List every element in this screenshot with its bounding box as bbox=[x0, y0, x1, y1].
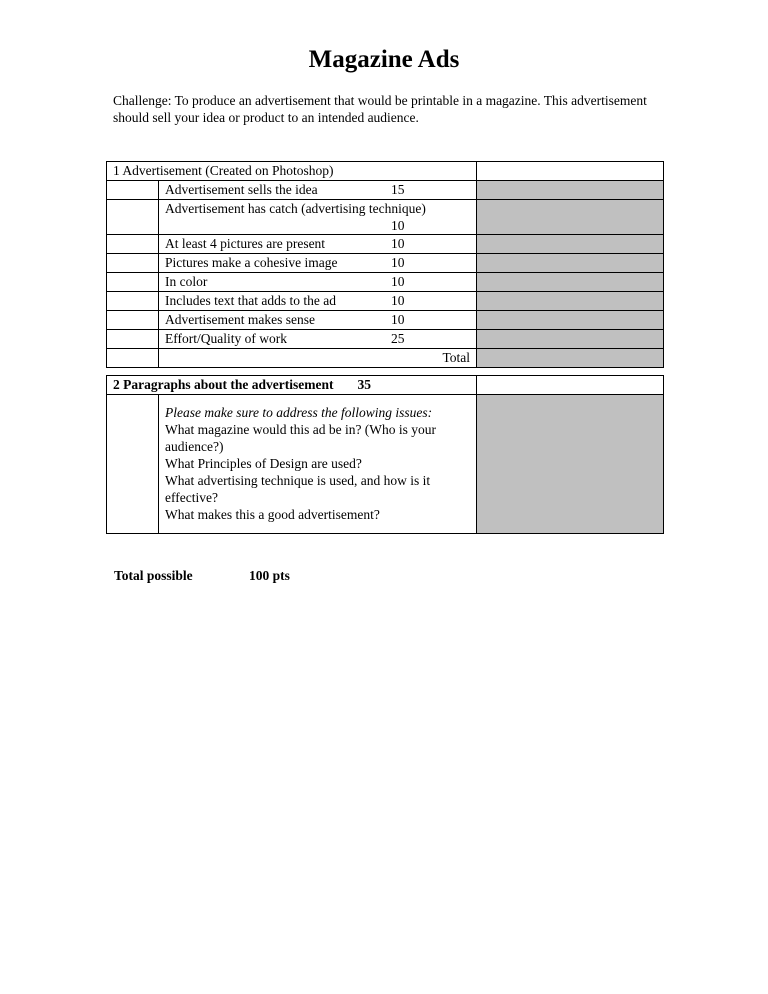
rubric-table-advertisement bbox=[106, 161, 664, 368]
criterion-label: Pictures make a cohesive image bbox=[165, 255, 338, 270]
score-cell bbox=[477, 330, 664, 349]
criterion-points: 10 bbox=[391, 236, 405, 251]
section2-heading-label: 2 Paragraphs about the advertisement bbox=[113, 377, 334, 392]
criterion-row bbox=[159, 330, 477, 349]
criterion-label: Advertisement sells the idea bbox=[165, 182, 318, 197]
score-cell bbox=[477, 181, 664, 200]
criterion-row bbox=[159, 200, 477, 235]
score-cell bbox=[477, 200, 664, 235]
total-possible bbox=[114, 568, 290, 584]
criterion-label: Advertisement has catch (advertising technique) bbox=[165, 201, 426, 216]
criterion-points: 10 bbox=[391, 293, 405, 308]
score-cell bbox=[477, 311, 664, 330]
criterion-row bbox=[159, 254, 477, 273]
page-title: Magazine Ads bbox=[308, 46, 460, 73]
score-cell bbox=[477, 376, 664, 395]
criterion-label: Effort/Quality of work bbox=[165, 331, 287, 346]
criterion-points: 10 bbox=[391, 255, 405, 270]
criterion-points: 10 bbox=[391, 274, 405, 289]
criterion-points: 10 bbox=[391, 218, 405, 233]
criterion-row bbox=[159, 292, 477, 311]
criterion-label: In color bbox=[165, 274, 208, 289]
criterion-points: 10 bbox=[391, 312, 405, 327]
score-cell bbox=[477, 254, 664, 273]
section1-heading: 1 Advertisement (Created on Photoshop) bbox=[107, 162, 477, 181]
section2-points: 35 bbox=[357, 377, 371, 392]
criterion-label: At least 4 pictures are present bbox=[165, 236, 326, 251]
criterion-row bbox=[159, 311, 477, 330]
score-cell bbox=[477, 395, 664, 534]
challenge-text: Challenge: To produce an advertisement that would be printable in a magazine. This advertisement should sell your idea or product to an intended audience. bbox=[113, 93, 647, 125]
question-item: What advertising technique is used, and how is it effective? bbox=[165, 473, 431, 505]
rubric-table-paragraphs bbox=[106, 375, 664, 534]
section2-body bbox=[159, 395, 477, 534]
question-item: What magazine would this ad be in? (Who is your audience?) bbox=[165, 422, 437, 454]
criterion-row bbox=[159, 235, 477, 254]
criterion-points: 25 bbox=[391, 331, 405, 346]
criterion-row bbox=[159, 273, 477, 292]
total-label: Total bbox=[159, 349, 477, 368]
section2-heading bbox=[107, 376, 477, 395]
score-cell bbox=[477, 235, 664, 254]
question-item: What Principles of Design are used? bbox=[165, 456, 362, 471]
total-possible-label: Total possible bbox=[114, 568, 193, 583]
section2-instruction: Please make sure to address the following issues: bbox=[165, 405, 433, 420]
criterion-row bbox=[159, 181, 477, 200]
total-possible-value: 100 pts bbox=[249, 568, 290, 583]
criterion-points: 15 bbox=[391, 182, 405, 197]
question-item: What makes this a good advertisement? bbox=[165, 507, 380, 522]
total-score-cell bbox=[477, 349, 664, 368]
score-cell bbox=[477, 273, 664, 292]
criterion-label: Includes text that adds to the ad bbox=[165, 293, 336, 308]
score-cell bbox=[477, 292, 664, 311]
criterion-label: Advertisement makes sense bbox=[165, 312, 315, 327]
score-cell bbox=[477, 162, 664, 181]
